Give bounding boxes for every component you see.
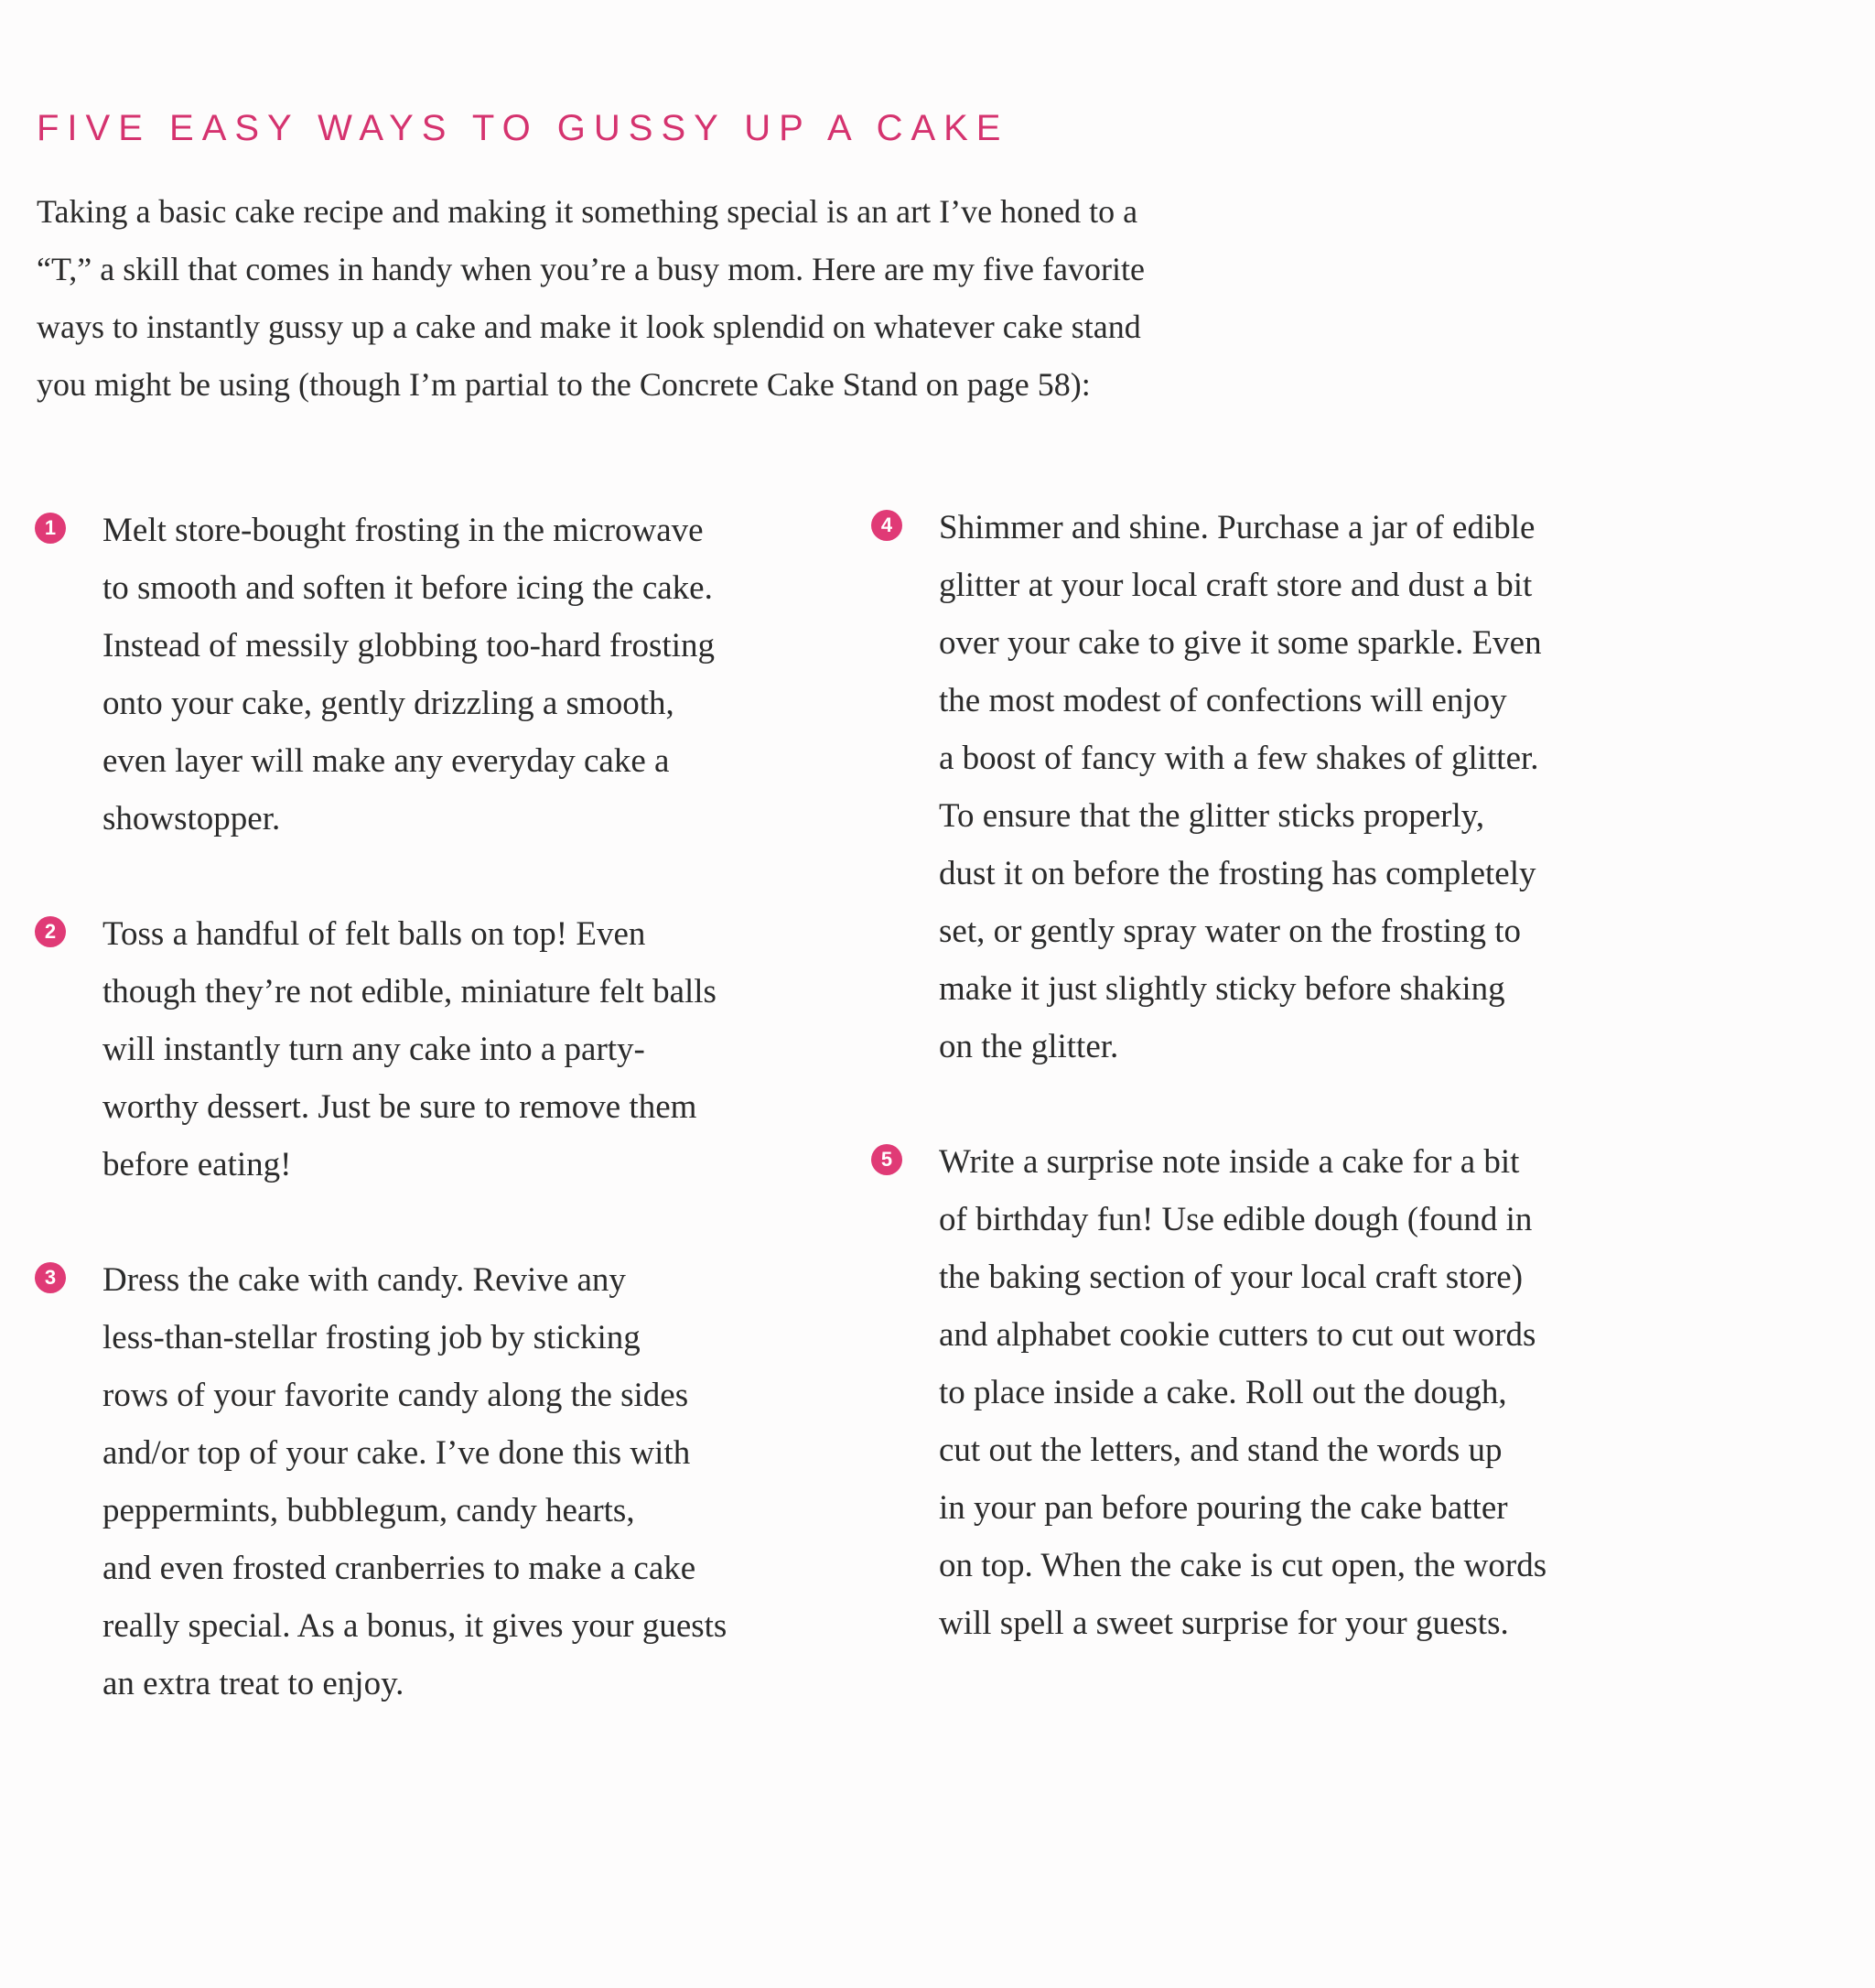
tip-line: and alphabet cookie cutters to cut out words <box>939 1316 1536 1354</box>
number-badge: 3 <box>35 1262 66 1293</box>
tip-line: make it just slightly sticky before shaking <box>939 970 1505 1008</box>
tip-text <box>102 502 840 848</box>
tip-line: and even frosted cranberries to make a cake <box>102 1550 696 1587</box>
number-badge: 1 <box>35 513 66 544</box>
tip-item-4 <box>871 499 1649 1075</box>
tips-column-left <box>35 502 840 1712</box>
number-badge: 2 <box>35 916 66 947</box>
tip-line: set, or gently spray water on the frosting to <box>939 913 1522 950</box>
tip-item-2 <box>35 905 840 1194</box>
tip-line: to smooth and soften it before icing the cake. <box>102 569 713 607</box>
tip-line: Melt store-bought frosting in the microwave <box>102 512 704 549</box>
intro-paragraph <box>37 183 1318 414</box>
tip-line: worthy dessert. Just be sure to remove them <box>102 1088 697 1126</box>
intro-line: you might be using (though I’m partial to the Concrete Cake Stand on page 58): <box>37 366 1091 403</box>
tip-line: rows of your favorite candy along the sides <box>102 1377 689 1414</box>
tip-line: over your cake to give it some sparkle. Even <box>939 624 1542 662</box>
tip-line: Write a surprise note inside a cake for a bit <box>939 1143 1520 1181</box>
tip-line: will spell a sweet surprise for your guests. <box>939 1604 1509 1642</box>
tip-line: dust it on before the frosting has completely <box>939 855 1536 892</box>
tip-line: the baking section of your local craft store) <box>939 1259 1524 1296</box>
tip-line: Toss a handful of felt balls on top! Even <box>102 915 646 953</box>
tip-text <box>939 1133 1649 1652</box>
tip-line: though they’re not edible, miniature felt balls <box>102 973 717 1010</box>
intro-line: Taking a basic cake recipe and making it something special is an art I’ve honed to a <box>37 193 1138 230</box>
tip-line: onto your cake, gently drizzling a smooth, <box>102 685 674 722</box>
tip-line: cut out the letters, and stand the words up <box>939 1432 1503 1469</box>
tip-text <box>102 905 840 1194</box>
tip-line: on the glitter. <box>939 1028 1119 1065</box>
tip-line: really special. As a bonus, it gives your guests <box>102 1607 727 1645</box>
tip-text <box>939 499 1649 1075</box>
tip-line: Instead of messily globbing too-hard frosting <box>102 627 715 664</box>
tip-line: less-than-stellar frosting job by sticking <box>102 1319 641 1356</box>
tip-line: on top. When the cake is cut open, the words <box>939 1547 1547 1584</box>
tip-line: in your pan before pouring the cake batter <box>939 1489 1508 1527</box>
tip-line: and/or top of your cake. I’ve done this with <box>102 1434 691 1472</box>
tip-line: the most modest of confections will enjoy <box>939 682 1507 719</box>
tip-line: will instantly turn any cake into a party- <box>102 1031 645 1068</box>
intro-line: ways to instantly gussy up a cake and make it look splendid on whatever cake stand <box>37 308 1141 345</box>
page-heading: FIVE EASY WAYS TO GUSSY UP A CAKE <box>37 108 1009 148</box>
tip-line: Dress the cake with candy. Revive any <box>102 1261 626 1299</box>
tip-item-3 <box>35 1251 840 1712</box>
tip-line: Shimmer and shine. Purchase a jar of edible <box>939 509 1536 546</box>
tip-text <box>102 1251 840 1712</box>
tip-item-5 <box>871 1133 1649 1652</box>
number-badge: 4 <box>871 510 902 541</box>
tip-line: to place inside a cake. Roll out the dough, <box>939 1374 1507 1411</box>
tip-line: To ensure that the glitter sticks properly, <box>939 797 1485 835</box>
tip-line: before eating! <box>102 1146 292 1183</box>
tip-line: of birthday fun! Use edible dough (found in <box>939 1201 1533 1238</box>
tips-column-right <box>871 499 1649 1652</box>
tip-item-1 <box>35 502 840 848</box>
tip-line: even layer will make any everyday cake a <box>102 742 670 780</box>
tip-line: an extra treat to enjoy. <box>102 1665 404 1702</box>
tip-line: glitter at your local craft store and dust a bit <box>939 567 1533 604</box>
intro-line: “T,” a skill that comes in handy when you’re a busy mom. Here are my five favorite <box>37 251 1145 287</box>
tip-line: peppermints, bubblegum, candy hearts, <box>102 1492 635 1529</box>
tip-line: showstopper. <box>102 800 281 837</box>
number-badge: 5 <box>871 1144 902 1175</box>
tip-line: a boost of fancy with a few shakes of glitter. <box>939 740 1539 777</box>
